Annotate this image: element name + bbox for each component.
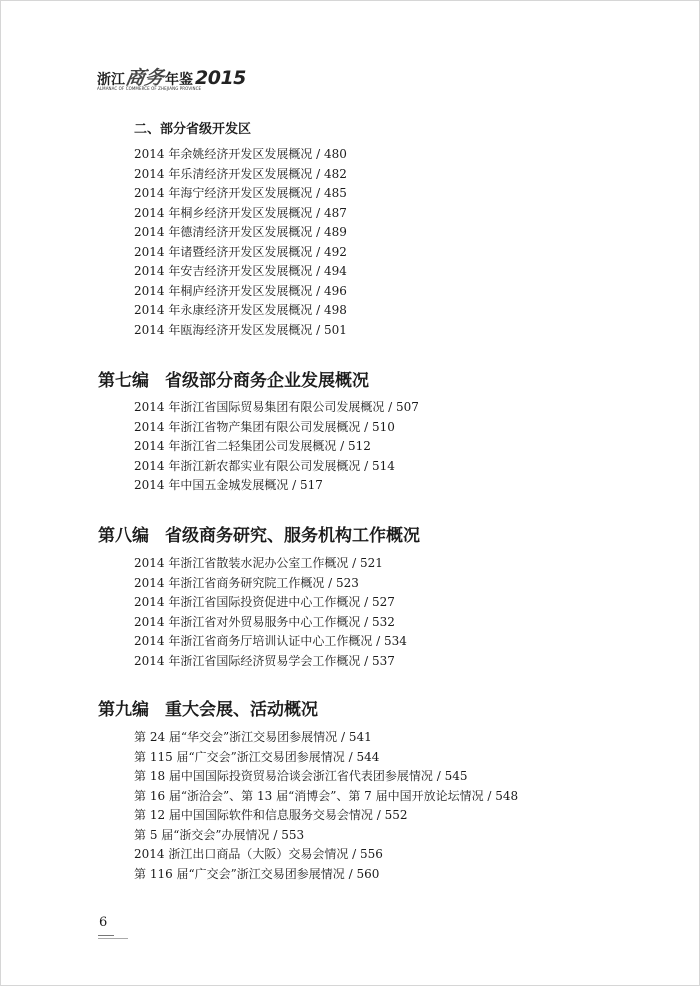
- toc-entry: 2014 年浙江省物产集团有限公司发展概况 / 510: [134, 419, 395, 434]
- toc-list-dev-zones: [134, 145, 347, 340]
- toc-entry: 2014 年海宁经济开发区发展概况 / 485: [134, 186, 347, 200]
- toc-entry: 2014 年桐庐经济开发区发展概况 / 496: [134, 283, 347, 298]
- almanac-header: [97, 61, 257, 99]
- toc-entry: 2014 年瓯海经济开发区发展概况 / 501: [134, 322, 347, 337]
- toc-entry: 2014 年余姚经济开发区发展概况 / 480: [134, 147, 347, 161]
- chapter-title-7: 第七编 省级部分商务企业发展概况: [98, 371, 369, 391]
- toc-entry: 2014 年浙江省散装水泥办公室工作概况 / 521: [134, 556, 383, 570]
- toc-entry: 2014 年浙江新农都实业有限公司发展概况 / 514: [134, 458, 395, 473]
- toc-entry: 2014 年中国五金城发展概况 / 517: [134, 478, 323, 492]
- toc-entry: 2014 年桐乡经济开发区发展概况 / 487: [134, 205, 347, 220]
- toc-list-chapter-7: [134, 398, 419, 496]
- toc-entry: 2014 年浙江省二轻集团公司发展概况 / 512: [134, 439, 371, 453]
- almanac-english-title: ALMANAC OF COMMERCE OF ZHEJIANG PROVINCE: [97, 86, 202, 91]
- toc-entry: 2014 年永康经济开发区发展概况 / 498: [134, 303, 347, 317]
- toc-entry: 第 12 届中国国际软件和信息服务交易会情况 / 552: [134, 808, 408, 822]
- toc-entry: 第 116 届“广交会”浙江交易团参展情况 / 560: [134, 866, 380, 881]
- toc-entry: 2014 年浙江省国际贸易集团有限公司发展概况 / 507: [134, 400, 419, 414]
- toc-entry: 2014 年浙江省商务厅培训认证中心工作概况 / 534: [134, 634, 407, 648]
- page-number: 6: [99, 915, 108, 930]
- toc-entry: 2014 年浙江省国际经济贸易学会工作概况 / 537: [134, 653, 395, 668]
- toc-entry: 2014 年浙江省对外贸易服务中心工作概况 / 532: [134, 614, 395, 629]
- toc-list-chapter-9: [134, 728, 518, 884]
- chapter-title-8: 第八编 省级商务研究、服务机构工作概况: [98, 526, 420, 546]
- toc-entry: 第 18 届中国国际投资贸易洽谈会浙江省代表团参展情况 / 545: [134, 769, 468, 783]
- almanac-logo: 浙江商务年鉴 2015: [97, 67, 246, 89]
- toc-entry: 第 115 届“广交会”浙江交易团参展情况 / 544: [134, 749, 380, 764]
- section-title-dev-zones: 二、部分省级开发区: [134, 122, 252, 137]
- toc-entry: 2014 年诸暨经济开发区发展概况 / 492: [134, 244, 347, 259]
- toc-list-chapter-8: [134, 554, 407, 671]
- toc-entry: 2014 年乐清经济开发区发展概况 / 482: [134, 166, 347, 181]
- toc-entry: 第 16 届“浙洽会”、第 13 届“消博会”、第 7 届中国开放论坛情况 / 548: [134, 788, 519, 803]
- toc-entry: 2014 浙江出口商品（大阪）交易会情况 / 556: [134, 847, 383, 861]
- toc-entry: 第 24 届“华交会”浙江交易团参展情况 / 541: [134, 730, 372, 744]
- toc-entry: 2014 年浙江省国际投资促进中心工作概况 / 527: [134, 595, 395, 609]
- chapter-title-9: 第九编 重大会展、活动概况: [98, 700, 318, 720]
- toc-entry: 第 5 届“浙交会”办展情况 / 553: [134, 827, 305, 842]
- footer-rule: [98, 935, 128, 939]
- toc-entry: 2014 年德清经济开发区发展概况 / 489: [134, 225, 347, 239]
- toc-entry: 2014 年浙江省商务研究院工作概况 / 523: [134, 575, 359, 590]
- toc-entry: 2014 年安吉经济开发区发展概况 / 494: [134, 264, 347, 278]
